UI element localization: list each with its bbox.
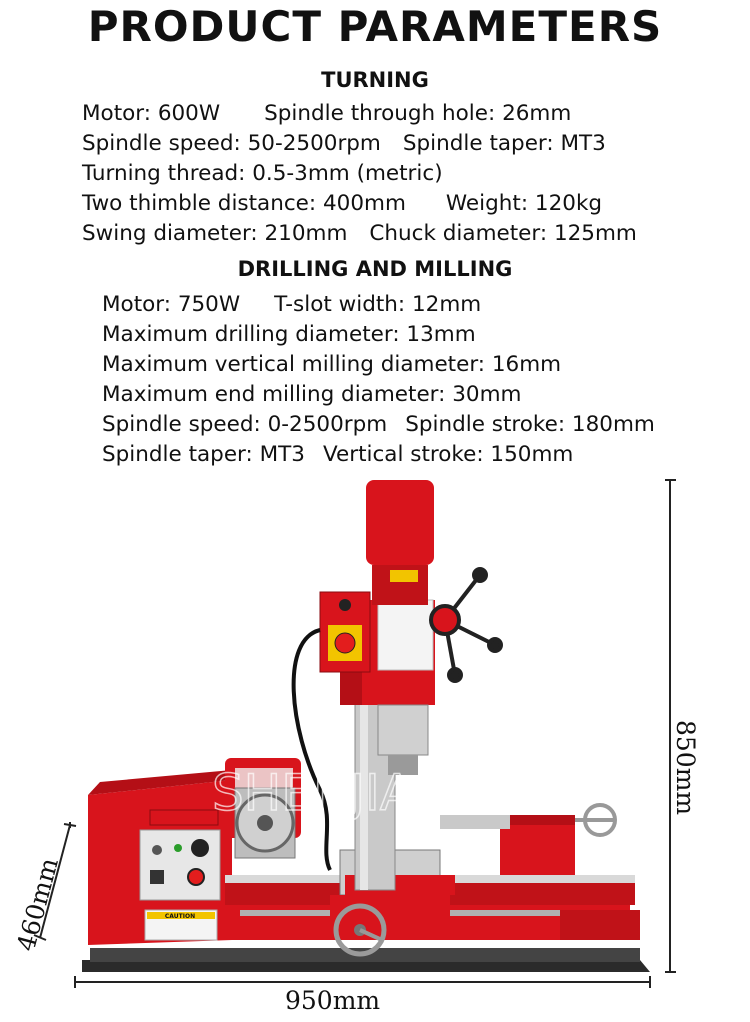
width-dimension-label: 950mm (285, 986, 381, 1015)
drilling-tslot: T-slot width: 12mm (274, 292, 482, 317)
turning-through-hole: Spindle through hole: 26mm (264, 101, 572, 126)
drilling-line-4 (102, 382, 521, 407)
turning-weight: Weight: 120kg (445, 191, 603, 216)
turning-swing-diameter: Swing diameter: 210mm (82, 221, 348, 246)
turning-heading: TURNING (321, 68, 429, 92)
turning-line-4 (82, 191, 602, 216)
drilling-motor: Motor: 750W (102, 292, 241, 317)
turning-motor: Motor: 600W (82, 101, 221, 126)
turning-thread: Turning thread: 0.5-3mm (metric) (82, 161, 443, 186)
drilling-spindle-stroke: Spindle stroke: 180mm (405, 412, 655, 437)
drilling-line-3 (102, 352, 561, 377)
headstock (88, 770, 232, 945)
turning-line-2 (82, 131, 606, 156)
watermark: SHENJIAAO (211, 764, 489, 822)
caution-label: CAUTION (164, 913, 196, 920)
drilling-max-end-milling: Maximum end milling diameter: 30mm (102, 382, 522, 407)
turning-spindle-speed: Spindle speed: 50-2500rpm (82, 131, 381, 156)
page-title: PRODUCT PARAMETERS (87, 2, 663, 51)
turning-line-3 (82, 161, 443, 186)
drilling-line-6 (102, 442, 573, 467)
drilling-vertical-stroke: Vertical stroke: 150mm (322, 442, 574, 467)
feed-handles (431, 569, 501, 681)
drilling-line-2 (102, 322, 476, 347)
turning-line-1 (82, 101, 571, 126)
drilling-spindle-speed: Spindle speed: 0-2500rpm (102, 412, 388, 437)
depth-dimension-label: 460mm (11, 854, 64, 955)
turning-spindle-taper: Spindle taper: MT3 (402, 131, 606, 156)
mill-control-box (320, 592, 370, 672)
turning-line-5 (82, 221, 637, 246)
drilling-heading: DRILLING AND MILLING (237, 257, 513, 281)
drilling-line-1 (102, 292, 481, 317)
drilling-max-drilling: Maximum drilling diameter: 13mm (102, 322, 476, 347)
machine-illustration (0, 470, 750, 1022)
drilling-line-5 (102, 412, 655, 437)
turning-thimble-distance: Two thimble distance: 400mm (82, 191, 406, 216)
drilling-max-vertical-milling: Maximum vertical milling diameter: 16mm (102, 352, 562, 377)
drilling-spindle-taper: Spindle taper: MT3 (102, 442, 305, 467)
height-dimension-label: 850mm (671, 720, 700, 816)
turning-chuck-diameter: Chuck diameter: 125mm (369, 221, 637, 246)
